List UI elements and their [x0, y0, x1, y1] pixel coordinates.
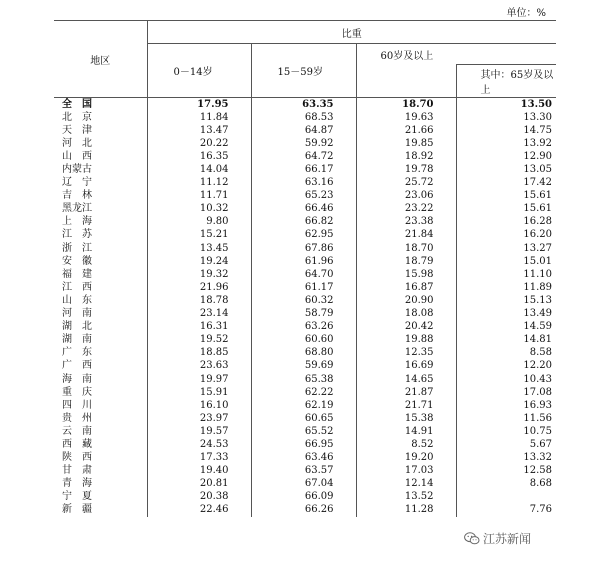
value-15-59-cell: 64.70	[251, 268, 356, 281]
table-row	[54, 478, 556, 491]
value-0-14-cell: 19.24	[147, 255, 251, 268]
population-age-table	[54, 20, 556, 517]
value-65-cell: 17.42	[456, 177, 556, 190]
region-cell: 甘 肃	[62, 465, 92, 477]
value-0-14-cell: 11.12	[147, 177, 251, 190]
value-0-14-cell: 11.84	[147, 111, 251, 124]
region-cell: 青 海	[62, 478, 92, 490]
value-65-cell: 14.59	[456, 321, 556, 334]
value-15-59-cell: 61.17	[251, 281, 356, 294]
value-15-59-cell: 60.32	[251, 294, 356, 307]
value-15-59-cell: 68.53	[251, 111, 356, 124]
unit-label: 单位：%	[506, 8, 546, 19]
value-60-cell: 23.22	[356, 203, 456, 216]
value-0-14-cell: 22.46	[147, 504, 251, 517]
col-0-14-header: 0－14岁	[147, 44, 251, 98]
value-0-14-cell: 20.22	[147, 137, 251, 150]
value-60-cell: 19.78	[356, 163, 456, 176]
value-0-14-cell: 24.53	[147, 438, 251, 451]
value-60-cell: 19.88	[356, 334, 456, 347]
region-cell: 北 京	[62, 111, 92, 123]
value-60-cell: 13.52	[356, 491, 456, 504]
value-65-cell: 13.30	[456, 111, 556, 124]
value-65-cell: 11.56	[456, 412, 556, 425]
table-row	[54, 360, 556, 373]
value-15-59-cell: 66.17	[251, 163, 356, 176]
value-65-cell: 13.05	[456, 163, 556, 176]
table-row	[54, 190, 556, 203]
value-60-cell: 16.69	[356, 360, 456, 373]
table-row	[54, 386, 556, 399]
col-65-header: 其中：65岁及以上	[456, 65, 556, 98]
value-0-14-cell: 23.14	[147, 308, 251, 321]
value-0-14-cell: 9.80	[147, 216, 251, 229]
value-0-14-cell: 16.10	[147, 399, 251, 412]
value-65-cell: 13.49	[456, 308, 556, 321]
region-cell: 浙 江	[62, 242, 92, 254]
value-60-cell: 12.14	[356, 478, 456, 491]
value-0-14-cell: 14.04	[147, 163, 251, 176]
region-cell: 江 西	[62, 281, 92, 293]
value-60-cell: 17.03	[356, 465, 456, 478]
region-cell: 安 徽	[62, 255, 92, 267]
value-15-59-cell: 61.96	[251, 255, 356, 268]
value-60-cell: 21.71	[356, 399, 456, 412]
region-cell: 贵 州	[62, 412, 92, 424]
value-65-cell: 8.68	[456, 478, 556, 491]
value-65-cell: 16.28	[456, 216, 556, 229]
region-cell: 上 海	[62, 216, 92, 228]
table-row	[54, 111, 556, 124]
region-cell: 海 南	[62, 373, 92, 385]
value-15-59-cell: 59.92	[251, 137, 356, 150]
value-60-cell: 19.85	[356, 137, 456, 150]
region-cell: 天 津	[62, 124, 92, 136]
value-15-59-cell: 68.80	[251, 347, 356, 360]
region-cell: 四 川	[62, 399, 92, 411]
value-60-cell: 14.65	[356, 373, 456, 386]
value-65-cell: 14.75	[456, 124, 556, 137]
value-15-59-cell: 62.22	[251, 386, 356, 399]
share-header: 比重	[147, 21, 556, 44]
table-row	[54, 163, 556, 176]
value-60-cell: 18.70	[356, 242, 456, 255]
table-row	[54, 438, 556, 451]
value-65-cell: 13.27	[456, 242, 556, 255]
table-row	[54, 334, 556, 347]
region-cell: 山 东	[62, 294, 92, 306]
value-15-59-cell: 67.04	[251, 478, 356, 491]
value-15-59-cell: 65.52	[251, 425, 356, 438]
value-15-59-cell: 66.95	[251, 438, 356, 451]
value-15-59-cell: 63.46	[251, 452, 356, 465]
table-row	[54, 308, 556, 321]
table-row	[54, 491, 556, 504]
value-15-59-cell: 58.79	[251, 308, 356, 321]
value-0-14-cell: 18.85	[147, 347, 251, 360]
value-60-cell: 19.63	[356, 111, 456, 124]
value-65-cell: 15.01	[456, 255, 556, 268]
value-15-59-cell: 66.82	[251, 216, 356, 229]
table-row	[54, 229, 556, 242]
value-0-14-cell: 19.57	[147, 425, 251, 438]
value-0-14-cell: 20.38	[147, 491, 251, 504]
value-15-59-cell: 66.09	[251, 491, 356, 504]
value-15-59-cell: 59.69	[251, 360, 356, 373]
table-row	[54, 268, 556, 281]
value-60-cell: 18.92	[356, 150, 456, 163]
value-65-cell: 15.13	[456, 294, 556, 307]
value-15-59-cell: 62.19	[251, 399, 356, 412]
value-0-14-cell: 17.95	[147, 98, 251, 112]
value-60-cell: 12.35	[356, 347, 456, 360]
value-60-cell: 19.20	[356, 452, 456, 465]
value-65-cell: 12.58	[456, 465, 556, 478]
value-15-59-cell: 64.72	[251, 150, 356, 163]
region-cell: 重 庆	[62, 386, 92, 398]
watermark	[464, 530, 531, 547]
value-65-cell: 7.76	[456, 504, 556, 517]
table-row	[54, 412, 556, 425]
value-65-cell: 16.93	[456, 399, 556, 412]
value-0-14-cell: 13.47	[147, 124, 251, 137]
value-15-59-cell: 66.46	[251, 203, 356, 216]
wechat-icon	[464, 532, 480, 545]
value-60-cell: 21.66	[356, 124, 456, 137]
value-65-cell: 13.32	[456, 452, 556, 465]
value-65-cell: 12.20	[456, 360, 556, 373]
value-65-cell: 16.20	[456, 229, 556, 242]
table-row	[54, 347, 556, 360]
region-cell: 宁 夏	[62, 491, 92, 503]
value-15-59-cell: 60.65	[251, 412, 356, 425]
value-0-14-cell: 16.35	[147, 150, 251, 163]
table-row	[54, 281, 556, 294]
table-row	[54, 216, 556, 229]
region-cell: 吉 林	[62, 190, 92, 202]
table-row	[54, 504, 556, 517]
value-60-cell: 25.72	[356, 177, 456, 190]
value-0-14-cell: 17.33	[147, 452, 251, 465]
table-body	[54, 98, 556, 518]
value-15-59-cell: 66.26	[251, 504, 356, 517]
value-65-cell: 15.61	[456, 203, 556, 216]
table-row	[54, 203, 556, 216]
table-row	[54, 294, 556, 307]
value-15-59-cell: 62.95	[251, 229, 356, 242]
value-60-cell: 11.28	[356, 504, 456, 517]
value-0-14-cell: 15.21	[147, 229, 251, 242]
value-0-14-cell: 19.97	[147, 373, 251, 386]
table-row	[54, 465, 556, 478]
value-65-cell: 15.61	[456, 190, 556, 203]
table-row	[54, 177, 556, 190]
value-60-cell: 14.91	[356, 425, 456, 438]
table-row	[54, 137, 556, 150]
value-0-14-cell: 20.81	[147, 478, 251, 491]
value-60-cell: 18.70	[356, 98, 456, 112]
value-60-cell: 15.38	[356, 412, 456, 425]
value-65-cell: 10.43	[456, 373, 556, 386]
value-65-cell: 10.75	[456, 425, 556, 438]
region-cell: 河 南	[62, 308, 92, 320]
value-15-59-cell: 65.38	[251, 373, 356, 386]
value-15-59-cell: 63.35	[251, 98, 356, 112]
value-15-59-cell: 63.57	[251, 465, 356, 478]
region-cell: 河 北	[62, 137, 92, 149]
table-row	[54, 321, 556, 334]
region-cell: 湖 北	[62, 321, 92, 333]
value-0-14-cell: 13.45	[147, 242, 251, 255]
value-60-cell: 21.84	[356, 229, 456, 242]
value-0-14-cell: 19.40	[147, 465, 251, 478]
value-60-cell: 16.87	[356, 281, 456, 294]
region-cell: 广 西	[62, 360, 92, 372]
table-row	[54, 255, 556, 268]
value-60-cell: 23.06	[356, 190, 456, 203]
value-60-cell: 20.42	[356, 321, 456, 334]
watermark-text: 江苏新闻	[483, 532, 532, 546]
region-cell: 黑龙江	[62, 203, 92, 215]
value-0-14-cell: 19.52	[147, 334, 251, 347]
value-65-cell: 13.92	[456, 137, 556, 150]
col-15-59-header: 15－59岁	[251, 44, 356, 98]
value-65-cell: 17.08	[456, 386, 556, 399]
table-row	[54, 124, 556, 137]
value-0-14-cell: 10.32	[147, 203, 251, 216]
value-15-59-cell: 60.60	[251, 334, 356, 347]
table-row	[54, 425, 556, 438]
value-15-59-cell: 63.26	[251, 321, 356, 334]
value-0-14-cell: 11.71	[147, 190, 251, 203]
region-cell: 内蒙古	[62, 164, 92, 176]
value-65-cell: 5.67	[456, 438, 556, 451]
table-row	[54, 242, 556, 255]
region-cell: 新 疆	[62, 504, 92, 516]
value-0-14-cell: 23.97	[147, 412, 251, 425]
region-cell: 云 南	[62, 425, 92, 437]
table-row	[54, 98, 556, 112]
value-65-cell: 8.58	[456, 347, 556, 360]
region-cell: 辽 宁	[62, 177, 92, 189]
value-0-14-cell: 21.96	[147, 281, 251, 294]
value-0-14-cell: 18.78	[147, 294, 251, 307]
value-60-cell: 20.90	[356, 294, 456, 307]
value-65-cell: 11.89	[456, 281, 556, 294]
value-60-cell: 18.79	[356, 255, 456, 268]
table-row	[54, 399, 556, 412]
table-row	[54, 150, 556, 163]
value-15-59-cell: 67.86	[251, 242, 356, 255]
value-0-14-cell: 23.63	[147, 360, 251, 373]
region-cell: 全 国	[62, 98, 92, 110]
region-header: 地区	[54, 21, 147, 98]
value-0-14-cell: 15.91	[147, 386, 251, 399]
region-cell: 陕 西	[62, 452, 92, 464]
value-65-cell: 14.81	[456, 334, 556, 347]
table-row	[54, 373, 556, 386]
table-row	[54, 452, 556, 465]
value-15-59-cell: 63.16	[251, 177, 356, 190]
region-cell: 湖 南	[62, 334, 92, 346]
value-60-cell: 15.98	[356, 268, 456, 281]
value-65-cell: 12.90	[456, 150, 556, 163]
value-15-59-cell: 64.87	[251, 124, 356, 137]
col-60-header: 60岁及以上	[356, 44, 556, 65]
value-0-14-cell: 19.32	[147, 268, 251, 281]
value-60-cell: 21.87	[356, 386, 456, 399]
value-60-cell: 8.52	[356, 438, 456, 451]
region-cell: 西 藏	[62, 438, 92, 450]
value-15-59-cell: 65.23	[251, 190, 356, 203]
value-0-14-cell: 16.31	[147, 321, 251, 334]
region-cell: 山 西	[62, 150, 92, 162]
value-60-cell: 23.38	[356, 216, 456, 229]
region-cell: 广 东	[62, 347, 92, 359]
value-65-cell: 13.50	[456, 98, 556, 112]
value-60-cell: 18.08	[356, 308, 456, 321]
value-65-cell: 11.10	[456, 268, 556, 281]
region-cell: 福 建	[62, 268, 92, 280]
value-65-cell	[456, 491, 556, 504]
region-cell: 江 苏	[62, 229, 92, 241]
